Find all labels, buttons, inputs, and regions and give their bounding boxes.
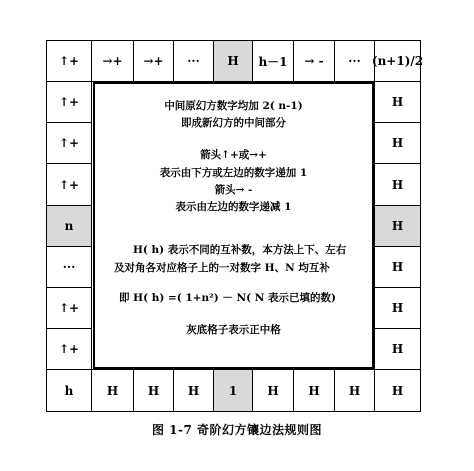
magic-square-border-grid — [46, 40, 424, 412]
bottom-cell-3-label: H — [187, 383, 200, 398]
left-cell-0 — [46, 81, 92, 123]
top-cell-1 — [91, 40, 134, 82]
top-cell-1-label: →+ — [102, 54, 123, 68]
right-cell-2 — [374, 163, 421, 206]
right-cell-0-label: H — [391, 95, 404, 109]
bottom-cell-6 — [293, 369, 335, 412]
explanation-line-8: 及对角各对应格子上的一对数字 H、N 均互补 — [114, 262, 330, 274]
left-cell-5-label: ↑+ — [58, 301, 80, 315]
explanation-line-3: 箭头↑+或→+ — [200, 149, 267, 161]
top-cell-3-label: ··· — [187, 54, 200, 68]
right-cell-5-label: H — [391, 301, 404, 315]
left-cell-6 — [46, 328, 92, 370]
explanation-line-9: 即 H( h) =( 1+n²) － N( N 表示已填的数) — [119, 292, 336, 304]
top-cell-7-label: ··· — [348, 54, 361, 68]
left-cell-2 — [46, 163, 92, 206]
left-cell-1 — [46, 122, 92, 164]
right-cell-5 — [374, 287, 421, 329]
explanation-line-6: 表示由左边的数字递减 1 — [175, 201, 292, 213]
top-cell-2 — [133, 40, 174, 82]
left-cell-6-label: ↑+ — [58, 342, 80, 356]
bottom-cell-8-label: H — [391, 383, 404, 398]
top-cell-5-label: h－1 — [258, 54, 288, 69]
right-cell-3-label: H — [391, 219, 404, 233]
center-explanation-box — [93, 82, 374, 369]
left-cell-3 — [46, 205, 92, 247]
figure-caption: 图 1-7 奇阶幻方镶边法规则图 — [151, 423, 323, 437]
explanation-line-2: 即成新幻方的中间部分 — [181, 117, 286, 129]
left-cell-4-label: ··· — [62, 260, 76, 274]
explanation-line-7: H( h) 表示不同的互补数，本方法上下、左右 — [133, 244, 347, 256]
left-cell-2-label: ↑+ — [58, 177, 80, 192]
left-cell-4 — [46, 246, 92, 288]
bottom-cell-3 — [173, 369, 214, 412]
bottom-cell-4 — [213, 369, 253, 412]
right-cell-0 — [374, 81, 421, 123]
top-cell-0-label: ↑+ — [58, 54, 80, 68]
top-cell-4 — [213, 40, 253, 82]
right-cell-6-label: H — [391, 342, 404, 356]
bottom-cell-5 — [252, 369, 294, 412]
top-cell-3 — [173, 40, 214, 82]
right-cell-6 — [374, 328, 421, 370]
right-cell-4-label: H — [391, 260, 404, 274]
right-cell-1-label: H — [391, 136, 404, 150]
bottom-cell-7 — [334, 369, 375, 412]
left-cell-3-label: n — [64, 219, 74, 233]
bottom-cell-7-label: H — [348, 383, 361, 398]
bottom-cell-8 — [374, 369, 421, 412]
right-cell-2-label: H — [391, 177, 404, 192]
top-cell-8 — [371, 40, 424, 82]
left-cell-5 — [46, 287, 92, 329]
explanation-line-1: 中间原幻方数字均加 2( n-1) — [164, 100, 303, 112]
left-cell-1-label: ↑+ — [58, 136, 80, 150]
bottom-cell-0 — [46, 369, 92, 412]
top-cell-5 — [252, 40, 294, 82]
top-cell-0 — [46, 40, 92, 82]
explanation-line-10: 灰底格子表示正中格 — [186, 324, 281, 336]
bottom-cell-6-label: H — [308, 383, 320, 398]
top-cell-6-label: → - — [304, 54, 324, 68]
bottom-cell-1 — [91, 369, 134, 412]
explanation-line-4: 表示由下方或左边的数字递加 1 — [159, 167, 308, 179]
bottom-cell-4-label: 1 — [228, 383, 238, 398]
right-cell-3 — [374, 205, 421, 247]
right-cell-1 — [374, 122, 421, 164]
top-cell-2-label: →+ — [143, 54, 164, 68]
bottom-cell-2 — [133, 369, 174, 412]
bottom-cell-5-label: H — [267, 383, 279, 398]
bottom-cell-2-label: H — [147, 383, 160, 398]
bottom-cell-1-label: H — [106, 383, 119, 398]
left-cell-0-label: ↑+ — [58, 95, 80, 109]
top-cell-6 — [293, 40, 335, 82]
top-cell-4-label: H — [227, 54, 239, 68]
top-cell-7 — [334, 40, 375, 82]
bottom-cell-0-label: h — [64, 383, 74, 398]
top-cell-8-label: (n+1)/2 — [371, 54, 424, 68]
explanation-line-5: 箭头→ - — [214, 184, 253, 196]
right-cell-4 — [374, 246, 421, 288]
